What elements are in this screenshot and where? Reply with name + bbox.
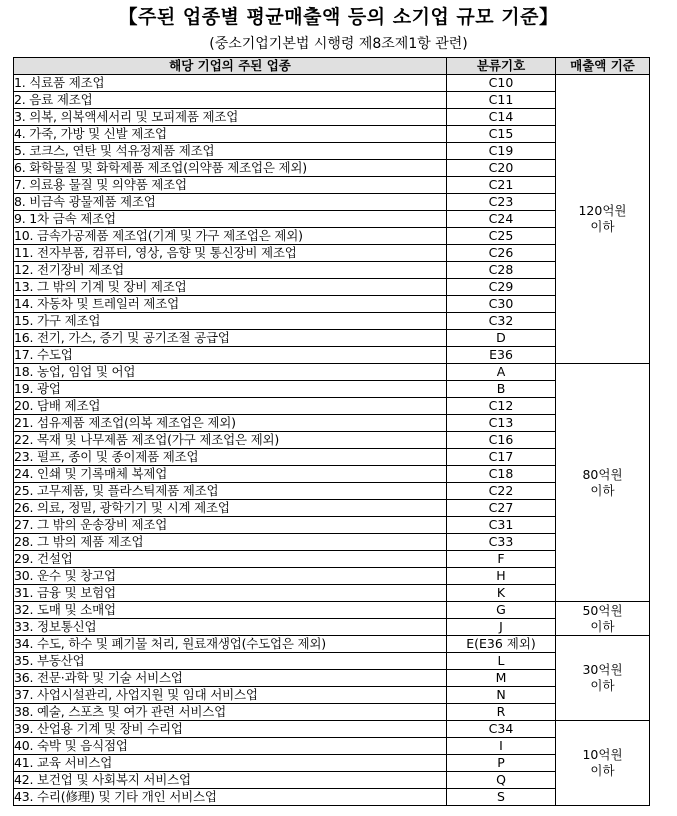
code-cell: D [447,330,556,347]
header-code: 분류기호 [447,58,556,75]
code-cell: E(E36 제외) [447,636,556,653]
industry-cell: 9. 1차 금속 제조업 [14,211,447,228]
industry-cell: 13. 그 밖의 기계 및 장비 제조업 [14,279,447,296]
code-cell: C22 [447,483,556,500]
code-cell: C21 [447,177,556,194]
criteria-cell [556,721,650,806]
table-row [14,534,650,551]
table-row [14,143,650,160]
table-row [14,415,650,432]
table-row [14,245,650,262]
code-cell: J [447,619,556,636]
table-row [14,517,650,534]
criteria-text: 이하 [590,618,615,634]
table-row [14,636,650,653]
table-row [14,721,650,738]
industry-cell: 16. 전기, 가스, 증기 및 공기조절 공급업 [14,330,447,347]
code-cell: C11 [447,92,556,109]
criteria-text: 이하 [590,763,615,778]
table-row [14,738,650,755]
industry-cell: 3. 의복, 의복액세서리 및 모피제품 제조업 [14,109,447,126]
criteria-text: 이하 [590,678,615,693]
code-cell: C20 [447,160,556,177]
industry-cell: 33. 정보통신업 [14,619,447,636]
table-row [14,177,650,194]
criteria-cell [556,364,650,602]
industry-cell: 43. 수리(修理) 및 기타 개인 서비스업 [14,789,447,806]
header-criteria: 매출액 기준 [556,58,650,75]
table-row [14,398,650,415]
table-row [14,296,650,313]
code-cell: H [447,568,556,585]
code-cell: K [447,585,556,602]
industry-cell: 18. 농업, 임업 및 어업 [14,364,447,381]
table-body [14,75,650,806]
table-row [14,126,650,143]
industry-cell: 14. 자동차 및 트레일러 제조업 [14,296,447,313]
code-cell: F [447,551,556,568]
table-row [14,653,650,670]
table-row [14,228,650,245]
criteria-text: 80억원 [582,466,623,482]
table-row [14,160,650,177]
table-row [14,109,650,126]
industry-cell: 15. 가구 제조업 [14,313,447,330]
code-cell: C25 [447,228,556,245]
industry-cell: 8. 비금속 광물제품 제조업 [14,194,447,211]
table-row [14,381,650,398]
code-cell: C32 [447,313,556,330]
code-cell: C24 [447,211,556,228]
industry-cell: 30. 운수 및 창고업 [14,568,447,585]
code-cell: A [447,364,556,381]
table-row [14,279,650,296]
code-cell: C14 [447,109,556,126]
industry-cell: 39. 산업용 기계 및 장비 수리업 [14,721,447,738]
table-row [14,619,650,636]
industry-cell: 26. 의료, 정밀, 광학기기 및 시계 제조업 [14,500,447,517]
industry-cell: 4. 가죽, 가방 및 신발 제조업 [14,126,447,143]
industry-cell: 10. 금속가공제품 제조업(기계 및 가구 제조업은 제외) [14,228,447,245]
table-row [14,432,650,449]
table-row [14,449,650,466]
code-cell: C30 [447,296,556,313]
industry-cell: 40. 숙박 및 음식점업 [14,738,447,755]
industry-cell: 22. 목재 및 나무제품 제조업(가구 제조업은 제외) [14,432,447,449]
table-row [14,483,650,500]
table-row [14,330,650,347]
code-cell: E36 [447,347,556,364]
code-cell: C13 [447,415,556,432]
table-row [14,789,650,806]
table-row [14,704,650,721]
criteria-cell [556,75,650,364]
code-cell: C34 [447,721,556,738]
table-row [14,772,650,789]
criteria-text: 30억원 [582,662,623,677]
industry-cell: 31. 금융 및 보험업 [14,585,447,602]
code-cell: C31 [447,517,556,534]
code-cell: C10 [447,75,556,92]
industry-cell: 34. 수도, 하수 및 폐기물 처리, 원료재생업(수도업은 제외) [14,636,447,653]
code-cell: Q [447,772,556,789]
table-row [14,92,650,109]
industry-cell: 12. 전기장비 제조업 [14,262,447,279]
industry-cell: 21. 섬유제품 제조업(의복 제조업은 제외) [14,415,447,432]
industry-cell: 2. 음료 제조업 [14,92,447,109]
industry-cell: 1. 식료품 제조업 [14,75,447,92]
criteria-text: 이하 [590,219,615,234]
code-cell: R [447,704,556,721]
table-row [14,194,650,211]
table-row [14,568,650,585]
code-cell: B [447,381,556,398]
table-row [14,364,650,381]
code-cell: C16 [447,432,556,449]
table-row [14,347,650,364]
industry-cell: 28. 그 밖의 제품 제조업 [14,534,447,551]
industry-cell: 17. 수도업 [14,347,447,364]
table-row [14,551,650,568]
industry-cell: 5. 코크스, 연탄 및 석유정제품 제조업 [14,143,447,160]
code-cell: C29 [447,279,556,296]
criteria-cell [556,636,650,721]
industry-cell: 24. 인쇄 및 기록매체 복제업 [14,466,447,483]
table-row [14,670,650,687]
industry-cell: 37. 사업시설관리, 사업지원 및 임대 서비스업 [14,687,447,704]
table-row [14,262,650,279]
industry-cell: 7. 의료용 물질 및 의약품 제조업 [14,177,447,194]
criteria-text: 120억원 [578,203,627,218]
industry-cell: 11. 전자부품, 컴퓨터, 영상, 음향 및 통신장비 제조업 [14,245,447,262]
code-cell: C15 [447,126,556,143]
document-title: 【주된 업종별 평균매출액 등의 소기업 규모 기준】 [118,6,559,28]
industry-cell: 32. 도매 및 소매업 [14,602,447,619]
industry-cell: 41. 교육 서비스업 [14,755,447,772]
table-row [14,500,650,517]
industry-cell: 36. 전문·과학 및 기술 서비스업 [14,670,447,687]
industry-cell: 6. 화학물질 및 화학제품 제조업(의약품 제조업은 제외) [14,160,447,177]
code-cell: C28 [447,262,556,279]
code-cell: C33 [447,534,556,551]
industry-cell: 20. 담배 제조업 [14,398,447,415]
table-row [14,466,650,483]
table-row [14,313,650,330]
industry-cell: 19. 광업 [14,381,447,398]
header-industry: 해당 기업의 주된 업종 [14,58,447,75]
industry-cell: 29. 건설업 [14,551,447,568]
criteria-text: 10억원 [582,747,623,762]
industry-cell: 35. 부동산업 [14,653,447,670]
code-cell: S [447,789,556,806]
table-header-row [14,58,650,75]
code-cell: L [447,653,556,670]
industry-cell: 38. 예술, 스포츠 및 여가 관련 서비스업 [14,704,447,721]
table-row [14,602,650,619]
table-row [14,755,650,772]
code-cell: C23 [447,194,556,211]
code-cell: C18 [447,466,556,483]
criteria-cell [556,602,650,636]
code-cell: G [447,602,556,619]
industry-cell: 23. 펄프, 종이 및 종이제품 제조업 [14,449,447,466]
code-cell: C12 [447,398,556,415]
table-row [14,75,650,92]
table-row [14,211,650,228]
industry-cell: 42. 보건업 및 사회복지 서비스업 [14,772,447,789]
industry-cell: 27. 그 밖의 운송장비 제조업 [14,517,447,534]
code-cell: N [447,687,556,704]
table-row [14,687,650,704]
code-cell: C19 [447,143,556,160]
code-cell: C17 [447,449,556,466]
code-cell: P [447,755,556,772]
document-subtitle: (중소기업기본법 시행령 제8조제1항 관련) [209,36,468,52]
criteria-text: 50억원 [582,602,623,618]
code-cell: C27 [447,500,556,517]
criteria-text: 이하 [590,482,615,498]
industry-cell: 25. 고무제품, 및 플라스틱제품 제조업 [14,483,447,500]
code-cell: M [447,670,556,687]
code-cell: C26 [447,245,556,262]
table-row [14,585,650,602]
code-cell: I [447,738,556,755]
size-criteria-table [13,57,650,806]
